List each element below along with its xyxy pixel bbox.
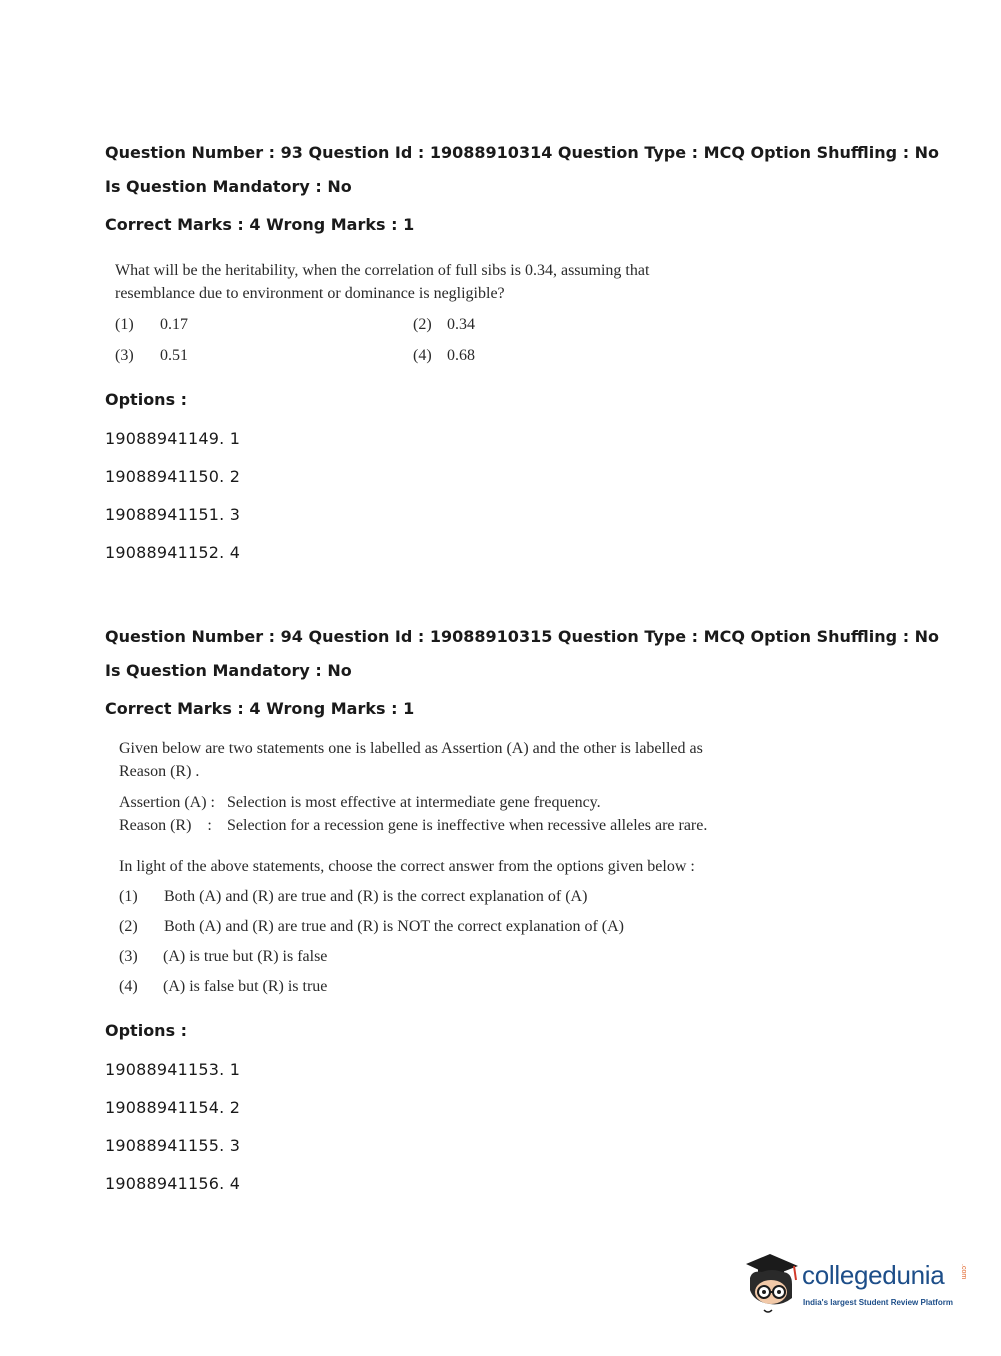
- option-row: 19088941152. 4: [105, 543, 241, 562]
- marks-line: Correct Marks : 4 Wrong Marks : 1: [105, 699, 415, 718]
- logo-wordmark: collegedunia: [802, 1260, 945, 1290]
- choice-value: 0.68: [447, 347, 475, 364]
- logo-suffix: .com: [960, 1264, 967, 1280]
- option-row: 19088941155. 3: [105, 1136, 241, 1155]
- marks-line: Correct Marks : 4 Wrong Marks : 1: [105, 215, 415, 234]
- instruction-text: In light of the above statements, choose the correct answer from the options given below :: [119, 858, 695, 875]
- mandatory-line: Is Question Mandatory : No: [105, 661, 352, 680]
- question-header: Question Number : 94 Question Id : 19088910315 Question Type : MCQ Option Shuffling : No: [105, 627, 940, 646]
- option-row: 19088941151. 3: [105, 505, 241, 524]
- question-header: Question Number : 93 Question Id : 19088910314 Question Type : MCQ Option Shuffling : No: [105, 143, 940, 162]
- choice-value: 0.51: [160, 347, 188, 364]
- question-text: resemblance due to environment or dominance is negligible?: [115, 285, 505, 302]
- choice-number: (1): [119, 888, 138, 905]
- option-row: 19088941156. 4: [105, 1174, 241, 1193]
- choice-number: (2): [119, 918, 138, 935]
- choice-number: (1): [115, 316, 134, 333]
- question-text: What will be the heritability, when the correlation of full sibs is 0.34, assuming that: [115, 262, 650, 279]
- choice-number: (2): [413, 316, 432, 333]
- logo-tagline: India's largest Student Review Platform: [803, 1298, 953, 1307]
- mascot-icon: [742, 1250, 804, 1320]
- choice-number: (3): [119, 948, 138, 965]
- mandatory-line: Is Question Mandatory : No: [105, 177, 352, 196]
- choice-value: 0.17: [160, 316, 188, 333]
- choice-number: (4): [119, 978, 138, 995]
- option-row: 19088941149. 1: [105, 429, 241, 448]
- choice-value: 0.34: [447, 316, 475, 333]
- choice-value: (A) is false but (R) is true: [163, 978, 328, 995]
- option-row: 19088941154. 2: [105, 1098, 241, 1117]
- reason-label: Reason (R) :: [119, 817, 212, 834]
- choice-value: (A) is true but (R) is false: [163, 948, 328, 965]
- choice-number: (4): [413, 347, 432, 364]
- choice-number: (3): [115, 347, 134, 364]
- question-text: Reason (R) .: [119, 763, 200, 780]
- assertion-label: Assertion (A) :: [119, 794, 215, 811]
- question-text: Given below are two statements one is labelled as Assertion (A) and the other is labelled as: [119, 740, 703, 757]
- option-row: 19088941153. 1: [105, 1060, 241, 1079]
- options-label: Options :: [105, 390, 188, 409]
- collegedunia-logo[interactable]: [742, 1250, 972, 1320]
- option-row: 19088941150. 2: [105, 467, 241, 486]
- options-label: Options :: [105, 1021, 188, 1040]
- reason-text: Selection for a recession gene is ineffective when recessive alleles are rare.: [227, 817, 708, 834]
- choice-value: Both (A) and (R) are true and (R) is the correct explanation of (A): [164, 888, 588, 905]
- assertion-text: Selection is most effective at intermediate gene frequency.: [227, 794, 601, 811]
- choice-value: Both (A) and (R) are true and (R) is NOT the correct explanation of (A): [164, 918, 624, 935]
